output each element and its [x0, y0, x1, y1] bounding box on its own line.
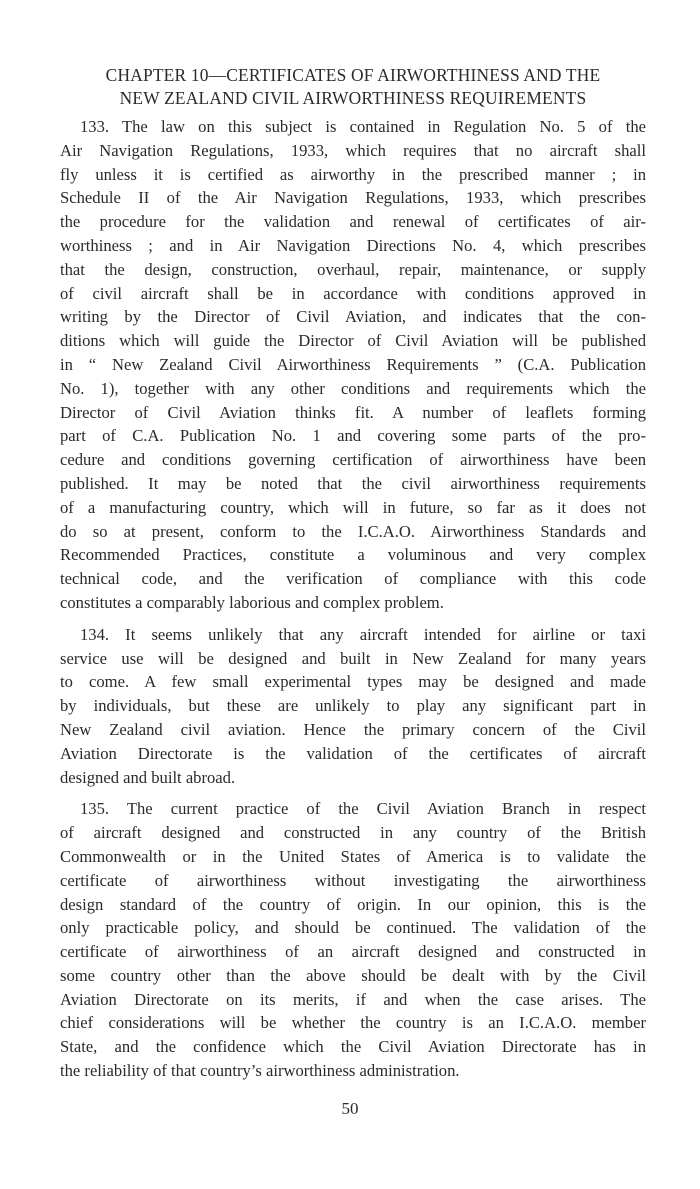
text-line: 135. The current practice of the Civil Aviation Branch in respect: [80, 799, 646, 819]
text-line: in “ New Zealand Civil Airworthiness Requirements ” (C.A. Publication: [60, 354, 646, 374]
text-line: No. 1), together with any other conditions and requirements which the: [60, 378, 646, 398]
text-line: that the design, construction, overhaul, repair, maintenance, or supply: [60, 259, 646, 279]
text-line: Schedule II of the Air Navigation Regulations, 1933, which prescribes: [60, 188, 646, 208]
page-number: 50: [341, 1099, 359, 1118]
text-line: Air Navigation Regulations, 1933, which requires that no aircraft shall: [60, 140, 646, 160]
text-line: constitutes a comparably laborious and complex problem.: [60, 592, 444, 612]
text-line: State, and the confidence which the Civil Aviation Directorate has in: [60, 1037, 646, 1057]
text-line: only practicable policy, and should be continued. The validation of the: [60, 918, 646, 938]
text-line: ditions which will guide the Director of Civil Aviation will be published: [60, 331, 646, 351]
text-line: designed and built abroad.: [60, 767, 236, 787]
text-line: 134. It seems unlikely that any aircraft intended for airline or taxi: [80, 624, 646, 644]
text-line: Recommended Practices, constitute a voluminous and very complex: [60, 545, 646, 565]
chapter-title-line-1: CHAPTER 10—CERTIFICATES OF AIRWORTHINESS AND THE: [105, 65, 601, 85]
text-line: the reliability of that country’s airworthiness administration.: [60, 1061, 460, 1081]
paragraph-134: [60, 623, 646, 790]
chapter-title: [60, 64, 646, 110]
text-line: of a manufacturing country, which will in future, so far as it does not: [60, 497, 646, 517]
text-line: chief considerations will be whether the country is an I.C.A.O. member: [60, 1013, 646, 1033]
text-line: worthiness ; and in Air Navigation Directions No. 4, which prescribes: [60, 235, 646, 255]
text-line: part of C.A. Publication No. 1 and covering some parts of the pro-: [60, 426, 646, 446]
text-line: to come. A few small experimental types may be designed and made: [60, 672, 646, 692]
text-line: certificate of airworthiness without investigating the airworthiness: [60, 870, 646, 890]
text-line: published. It may be noted that the civil airworthiness requirements: [60, 473, 646, 493]
chapter-title-line-2: NEW ZEALAND CIVIL AIRWORTHINESS REQUIREMENTS: [119, 88, 587, 108]
text-line: the procedure for the validation and renewal of certificates of air-: [60, 212, 646, 232]
text-line: some country other than the above should be dealt with by the Civil: [60, 965, 646, 985]
text-line: New Zealand civil aviation. Hence the primary concern of the Civil: [60, 719, 646, 739]
text-line: of aircraft designed and constructed in any country of the British: [60, 823, 646, 843]
text-line: writing by the Director of Civil Aviation, and indicates that the con-: [60, 307, 646, 327]
text-line: 133. The law on this subject is contained in Regulation No. 5 of the: [80, 117, 646, 136]
paragraph-133: [60, 115, 646, 615]
paragraph-135: [60, 797, 646, 1083]
text-line: Commonwealth or in the United States of America is to validate the: [60, 846, 646, 866]
text-line: cedure and conditions governing certification of airworthiness have been: [60, 450, 646, 470]
text-line: design standard of the country of origin. In our opinion, this is the: [60, 894, 646, 914]
body-text: [60, 115, 646, 1083]
text-line: Director of Civil Aviation thinks fit. A number of leaflets forming: [60, 402, 646, 422]
text-line: do so at present, conform to the I.C.A.O. Airworthiness Standards and: [60, 521, 646, 541]
text-line: technical code, and the verification of compliance with this code: [60, 569, 646, 589]
text-line: fly unless it is certified as airworthy in the prescribed manner ; in: [60, 164, 646, 184]
text-line: service use will be designed and built in New Zealand for many years: [60, 648, 646, 668]
text-line: by individuals, but these are unlikely to play any significant part in: [60, 696, 646, 716]
document-page: [60, 64, 646, 1083]
text-line: of civil aircraft shall be in accordance with conditions approved in: [60, 283, 646, 303]
text-line: Aviation Directorate is the validation of the certificates of aircraft: [60, 743, 646, 763]
text-line: Aviation Directorate on its merits, if and when the case arises. The: [60, 989, 646, 1009]
text-line: certificate of airworthiness of an aircraft designed and constructed in: [60, 942, 646, 962]
